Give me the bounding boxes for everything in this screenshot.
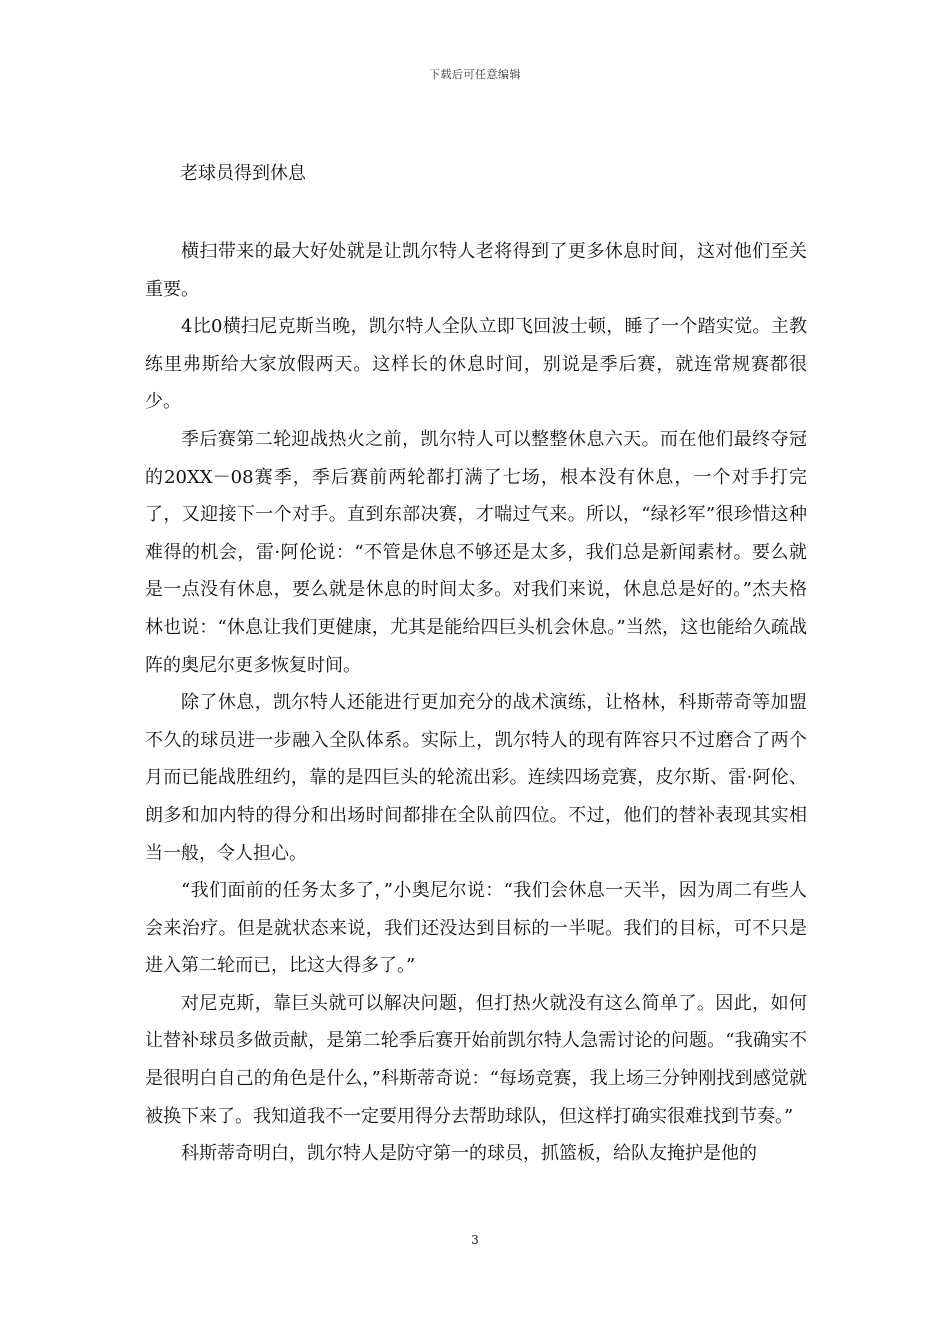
article-body xyxy=(145,233,807,1173)
paragraph: “我们面前的任务太多了，”小奥尼尔说：“我们会休息一天半，因为周二有些人会来治疗。但是就状态来说，我们还没达到目标的一半呢。我们的目标，可不只是进入第二轮而已，比这大得多了。” xyxy=(145,880,807,977)
paragraph: 对尼克斯，靠巨头就可以解决问题，但打热火就没有这么简单了。因此，如何让替补球员多做贡献，是第二轮季后赛开始前凯尔特人急需讨论的问题。“我确实不是很明白自己的角色是什么，”科斯蒂奇说：“每场竞赛，我上场三分钟刚找到感觉就被换下来了。我知道我不一定要用得分去帮助球队，但这样打确实很难找到节奏。” xyxy=(145,992,807,1127)
page-header: 下载后可任意编辑 xyxy=(429,68,521,81)
paragraph: 科斯蒂奇明白，凯尔特人是防守第一的球员，抓篮板，给队友掩护是他的 xyxy=(181,1143,757,1165)
paragraph: 季后赛第二轮迎战热火之前，凯尔特人可以整整休息六天。而在他们最终夺冠的20XX－08赛季，季后赛前两轮都打满了七场，根本没有休息，一个对手打完了，又迎接下一个对手。直到东部决赛，才喘过气来。所以，“绿衫军”很珍惜这种难得的机会，雷·阿伦说：“不管是休息不够还是太多，我们总是新闻素材。要么就是一点没有休息，要么就是休息的时间太多。对我们来说，休息总是好的。”杰夫格林也说：“休息让我们更健康，尤其是能给四巨头机会休息。”当然，这也能给久疏战阵的奥尼尔更多恢复时间。 xyxy=(145,428,807,676)
paragraph: 4比0横扫尼克斯当晚，凯尔特人全队立即飞回波士顿，睡了一个踏实觉。主教练里弗斯给大家放假两天。这样长的休息时间，别说是季后赛，就连常规赛都很少。 xyxy=(145,316,807,413)
paragraph: 除了休息，凯尔特人还能进行更加充分的战术演练，让格林，科斯蒂奇等加盟不久的球员进一步融入全队体系。实际上，凯尔特人的现有阵容只不过磨合了两个月而已能战胜纽约，靠的是四巨头的轮流出彩。连续四场竞赛，皮尔斯、雷·阿伦、朗多和加内特的得分和出场时间都排在全队前四位。不过，他们的替补表现其实相当一般，令人担心。 xyxy=(145,692,807,864)
page-number: 3 xyxy=(471,1233,479,1247)
paragraph: 横扫带来的最大好处就是让凯尔特人老将得到了更多休息时间，这对他们至关重要。 xyxy=(145,241,807,300)
section-title: 老球员得到休息 xyxy=(180,163,306,184)
